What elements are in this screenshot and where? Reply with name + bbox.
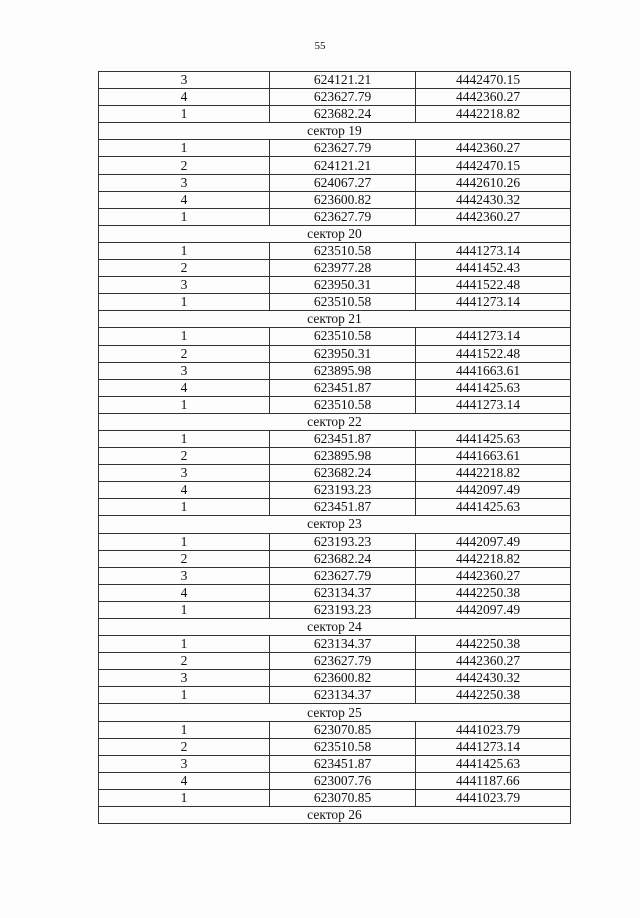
x-coordinate-cell: 623950.31 — [270, 277, 416, 294]
y-coordinate-cell: 4441425.63 — [416, 430, 571, 447]
x-coordinate-cell: 623627.79 — [270, 89, 416, 106]
y-coordinate-cell: 4442360.27 — [416, 140, 571, 157]
point-number-cell: 1 — [99, 242, 270, 259]
y-coordinate-cell: 4442470.15 — [416, 157, 571, 174]
x-coordinate-cell: 623895.98 — [270, 362, 416, 379]
table-row — [99, 328, 571, 345]
point-number-cell: 1 — [99, 601, 270, 618]
x-coordinate-cell: 623627.79 — [270, 567, 416, 584]
table-row — [99, 106, 571, 123]
point-number-cell: 3 — [99, 362, 270, 379]
x-coordinate-cell: 623627.79 — [270, 208, 416, 225]
sector-label: сектор 22 — [99, 413, 571, 430]
x-coordinate-cell: 623134.37 — [270, 636, 416, 653]
table-row — [99, 208, 571, 225]
table-row — [99, 772, 571, 789]
point-number-cell: 1 — [99, 687, 270, 704]
x-coordinate-cell: 623193.23 — [270, 601, 416, 618]
point-number-cell: 1 — [99, 533, 270, 550]
table-row — [99, 157, 571, 174]
y-coordinate-cell: 4442097.49 — [416, 533, 571, 550]
table-row — [99, 533, 571, 550]
point-number-cell: 2 — [99, 738, 270, 755]
table-row — [99, 721, 571, 738]
point-number-cell: 2 — [99, 345, 270, 362]
y-coordinate-cell: 4441425.63 — [416, 499, 571, 516]
x-coordinate-cell: 623070.85 — [270, 789, 416, 806]
point-number-cell: 1 — [99, 789, 270, 806]
y-coordinate-cell: 4441522.48 — [416, 277, 571, 294]
y-coordinate-cell: 4442360.27 — [416, 89, 571, 106]
table-row — [99, 670, 571, 687]
point-number-cell: 1 — [99, 636, 270, 653]
x-coordinate-cell: 623895.98 — [270, 448, 416, 465]
table-row — [99, 499, 571, 516]
x-coordinate-cell: 623134.37 — [270, 584, 416, 601]
y-coordinate-cell: 4442097.49 — [416, 601, 571, 618]
y-coordinate-cell: 4441425.63 — [416, 755, 571, 772]
table-row — [99, 789, 571, 806]
table-row — [99, 653, 571, 670]
table-row — [99, 601, 571, 618]
y-coordinate-cell: 4441023.79 — [416, 721, 571, 738]
x-coordinate-cell: 623451.87 — [270, 755, 416, 772]
sector-header-row — [99, 704, 571, 721]
table-row — [99, 72, 571, 89]
table-row — [99, 191, 571, 208]
point-number-cell: 1 — [99, 396, 270, 413]
point-number-cell: 3 — [99, 277, 270, 294]
table-row — [99, 738, 571, 755]
sector-label: сектор 24 — [99, 619, 571, 636]
y-coordinate-cell: 4441273.14 — [416, 738, 571, 755]
table-row — [99, 584, 571, 601]
x-coordinate-cell: 623682.24 — [270, 550, 416, 567]
point-number-cell: 2 — [99, 550, 270, 567]
x-coordinate-cell: 623627.79 — [270, 140, 416, 157]
y-coordinate-cell: 4442250.38 — [416, 687, 571, 704]
x-coordinate-cell: 623451.87 — [270, 499, 416, 516]
x-coordinate-cell: 623627.79 — [270, 653, 416, 670]
point-number-cell: 4 — [99, 379, 270, 396]
point-number-cell: 3 — [99, 670, 270, 687]
table-row — [99, 755, 571, 772]
sector-label: сектор 25 — [99, 704, 571, 721]
y-coordinate-cell: 4441452.43 — [416, 260, 571, 277]
x-coordinate-cell: 623134.37 — [270, 687, 416, 704]
point-number-cell: 4 — [99, 89, 270, 106]
point-number-cell: 2 — [99, 448, 270, 465]
y-coordinate-cell: 4442360.27 — [416, 567, 571, 584]
point-number-cell: 4 — [99, 191, 270, 208]
sector-header-row — [99, 225, 571, 242]
point-number-cell: 1 — [99, 721, 270, 738]
point-number-cell: 1 — [99, 430, 270, 447]
table-row — [99, 242, 571, 259]
y-coordinate-cell: 4441425.63 — [416, 379, 571, 396]
y-coordinate-cell: 4442430.32 — [416, 670, 571, 687]
table-row — [99, 260, 571, 277]
x-coordinate-cell: 623070.85 — [270, 721, 416, 738]
y-coordinate-cell: 4441023.79 — [416, 789, 571, 806]
y-coordinate-cell: 4441273.14 — [416, 396, 571, 413]
x-coordinate-cell: 624121.21 — [270, 72, 416, 89]
table-row — [99, 550, 571, 567]
y-coordinate-cell: 4441273.14 — [416, 328, 571, 345]
y-coordinate-cell: 4442250.38 — [416, 636, 571, 653]
sector-label: сектор 19 — [99, 123, 571, 140]
page-number: 55 — [314, 40, 326, 52]
sector-header-row — [99, 123, 571, 140]
table-row — [99, 482, 571, 499]
table-row — [99, 294, 571, 311]
y-coordinate-cell: 4441663.61 — [416, 362, 571, 379]
point-number-cell: 2 — [99, 653, 270, 670]
x-coordinate-cell: 623451.87 — [270, 430, 416, 447]
x-coordinate-cell: 623510.58 — [270, 242, 416, 259]
coordinates-table — [98, 71, 571, 824]
point-number-cell: 4 — [99, 584, 270, 601]
sector-label: сектор 23 — [99, 516, 571, 533]
point-number-cell: 1 — [99, 140, 270, 157]
sector-header-row — [99, 413, 571, 430]
sector-header-row — [99, 516, 571, 533]
sector-header-row — [99, 807, 571, 824]
x-coordinate-cell: 623950.31 — [270, 345, 416, 362]
x-coordinate-cell: 623600.82 — [270, 670, 416, 687]
y-coordinate-cell: 4442218.82 — [416, 465, 571, 482]
y-coordinate-cell: 4442218.82 — [416, 106, 571, 123]
y-coordinate-cell: 4442250.38 — [416, 584, 571, 601]
y-coordinate-cell: 4442430.32 — [416, 191, 571, 208]
point-number-cell: 2 — [99, 260, 270, 277]
point-number-cell: 1 — [99, 328, 270, 345]
y-coordinate-cell: 4442610.26 — [416, 174, 571, 191]
point-number-cell: 1 — [99, 499, 270, 516]
point-number-cell: 4 — [99, 482, 270, 499]
x-coordinate-cell: 623007.76 — [270, 772, 416, 789]
point-number-cell: 2 — [99, 157, 270, 174]
x-coordinate-cell: 623600.82 — [270, 191, 416, 208]
table-row — [99, 448, 571, 465]
x-coordinate-cell: 623193.23 — [270, 482, 416, 499]
sector-header-row — [99, 311, 571, 328]
table-row — [99, 362, 571, 379]
table-row — [99, 345, 571, 362]
x-coordinate-cell: 624121.21 — [270, 157, 416, 174]
point-number-cell: 3 — [99, 567, 270, 584]
coordinates-table-body — [99, 72, 571, 824]
table-row — [99, 687, 571, 704]
x-coordinate-cell: 623682.24 — [270, 465, 416, 482]
point-number-cell: 3 — [99, 72, 270, 89]
sector-label: сектор 26 — [99, 807, 571, 824]
table-row — [99, 465, 571, 482]
point-number-cell: 3 — [99, 465, 270, 482]
table-row — [99, 567, 571, 584]
table-row — [99, 89, 571, 106]
x-coordinate-cell: 624067.27 — [270, 174, 416, 191]
table-row — [99, 430, 571, 447]
point-number-cell: 3 — [99, 174, 270, 191]
table-row — [99, 174, 571, 191]
x-coordinate-cell: 623510.58 — [270, 294, 416, 311]
y-coordinate-cell: 4442097.49 — [416, 482, 571, 499]
x-coordinate-cell: 623193.23 — [270, 533, 416, 550]
y-coordinate-cell: 4441187.66 — [416, 772, 571, 789]
table-row — [99, 636, 571, 653]
table-row — [99, 277, 571, 294]
sector-label: сектор 20 — [99, 225, 571, 242]
sector-label: сектор 21 — [99, 311, 571, 328]
x-coordinate-cell: 623682.24 — [270, 106, 416, 123]
x-coordinate-cell: 623510.58 — [270, 328, 416, 345]
x-coordinate-cell: 623977.28 — [270, 260, 416, 277]
point-number-cell: 3 — [99, 755, 270, 772]
y-coordinate-cell: 4441273.14 — [416, 294, 571, 311]
y-coordinate-cell: 4441663.61 — [416, 448, 571, 465]
table-row — [99, 396, 571, 413]
x-coordinate-cell: 623510.58 — [270, 738, 416, 755]
y-coordinate-cell: 4442360.27 — [416, 653, 571, 670]
point-number-cell: 4 — [99, 772, 270, 789]
y-coordinate-cell: 4442470.15 — [416, 72, 571, 89]
y-coordinate-cell: 4441522.48 — [416, 345, 571, 362]
y-coordinate-cell: 4441273.14 — [416, 242, 571, 259]
sector-header-row — [99, 619, 571, 636]
y-coordinate-cell: 4442218.82 — [416, 550, 571, 567]
point-number-cell: 1 — [99, 106, 270, 123]
x-coordinate-cell: 623451.87 — [270, 379, 416, 396]
point-number-cell: 1 — [99, 208, 270, 225]
x-coordinate-cell: 623510.58 — [270, 396, 416, 413]
point-number-cell: 1 — [99, 294, 270, 311]
table-row — [99, 379, 571, 396]
table-row — [99, 140, 571, 157]
y-coordinate-cell: 4442360.27 — [416, 208, 571, 225]
